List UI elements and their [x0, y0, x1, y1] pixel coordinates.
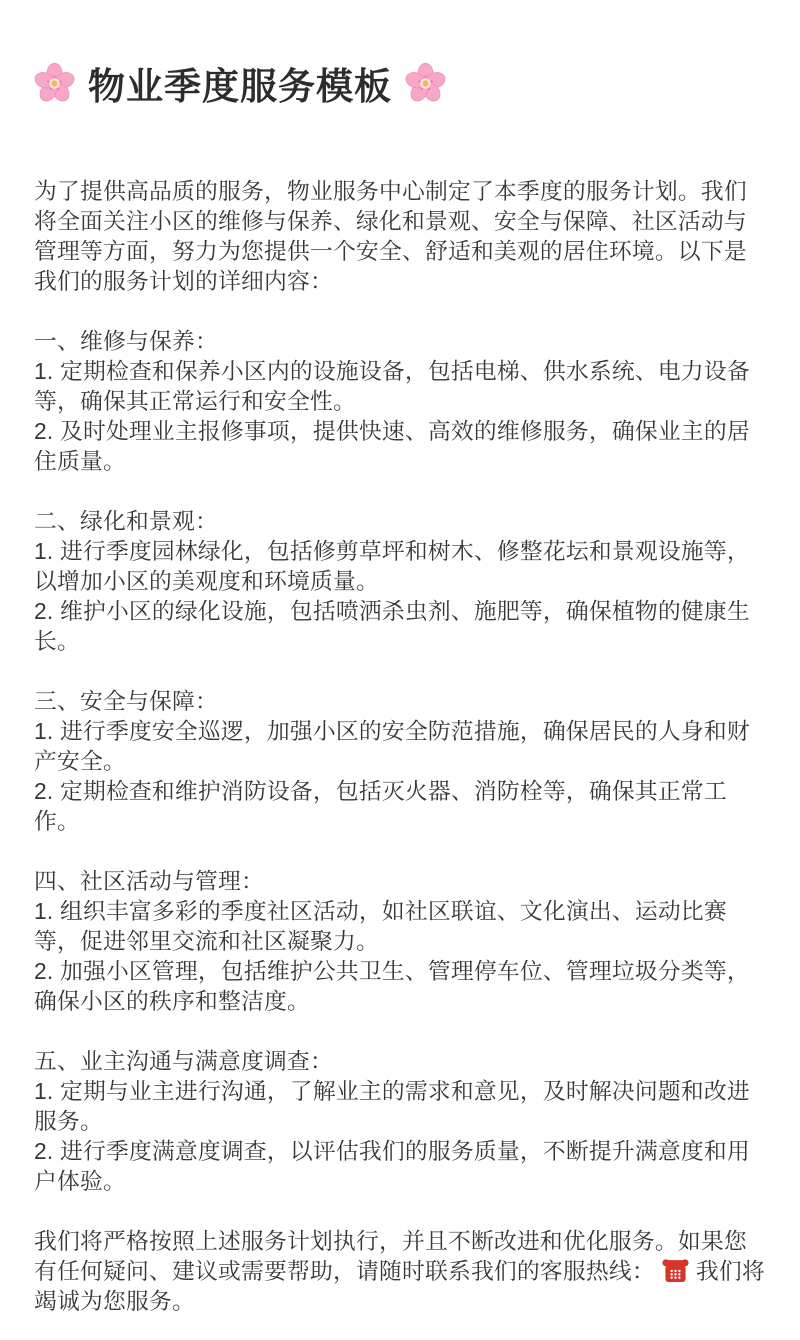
cherry-blossom-icon — [405, 63, 446, 104]
section-heading: 二、绿化和景观： — [34, 508, 218, 534]
cherry-blossom-icon — [34, 63, 75, 104]
section-greening-landscape — [34, 506, 766, 656]
section-item: 1. 进行季度园林绿化，包括修剪草坪和树木、修整花坛和景观设施等，以增加小区的美观度和环境质量。 — [34, 538, 750, 594]
title-text: 物业季度服务模板 — [88, 66, 392, 107]
section-item: 2. 定期检查和维护消防设备，包括灭火器、消防栓等，确保其正常工作。 — [34, 778, 727, 834]
section-item: 1. 组织丰富多彩的季度社区活动，如社区联谊、文化演出、运动比赛等，促进邻里交流和社区凝聚力。 — [34, 898, 727, 954]
section-item: 1. 定期检查和保养小区内的设施设备，包括电梯、供水系统、电力设备等，确保其正常运行和安全性。 — [34, 358, 750, 414]
closing-paragraph — [34, 1226, 766, 1316]
intro-paragraph: 为了提供高品质的服务，物业服务中心制定了本季度的服务计划。我们将全面关注小区的维修与保养、绿化和景观、安全与保障、社区活动与管理等方面，努力为您提供一个安全、舒适和美观的居住环境。以下是我们的服务计划的详细内容： — [34, 178, 747, 294]
closing-text-before: 我们将严格按照上述服务计划执行，并且不断改进和优化服务。如果您有任何疑问、建议或需要帮助，请随时联系我们的客服热线： — [34, 1228, 747, 1284]
section-item: 2. 进行季度满意度调查，以评估我们的服务质量，不断提升满意度和用户体验。 — [34, 1138, 750, 1194]
section-item: 2. 加强小区管理，包括维护公共卫生、管理停车位、管理垃圾分类等，确保小区的秩序和整洁度。 — [34, 958, 750, 1014]
section-owner-communication — [34, 1046, 766, 1196]
section-heading: 五、业主沟通与满意度调查： — [34, 1048, 333, 1074]
section-community-management — [34, 866, 766, 1016]
telephone-icon — [662, 1259, 689, 1283]
section-item: 1. 定期与业主进行沟通，了解业主的需求和意见，及时解决问题和改进服务。 — [34, 1078, 750, 1134]
section-heading: 三、安全与保障： — [34, 688, 218, 714]
section-repair-maintenance — [34, 326, 766, 476]
section-heading: 四、社区活动与管理： — [34, 868, 264, 894]
section-item: 2. 维护小区的绿化设施，包括喷洒杀虫剂、施肥等，确保植物的健康生长。 — [34, 598, 750, 654]
section-item: 1. 进行季度安全巡逻，加强小区的安全防范措施，确保居民的人身和财产安全。 — [34, 718, 750, 774]
page-title — [34, 58, 766, 108]
closing-text-after: 我们将竭诚为您服务。 — [34, 1258, 765, 1314]
section-item: 2. 及时处理业主报修事项，提供快速、高效的维修服务，确保业主的居住质量。 — [34, 418, 750, 474]
section-safety-security — [34, 686, 766, 836]
section-heading: 一、维修与保养： — [34, 328, 218, 354]
